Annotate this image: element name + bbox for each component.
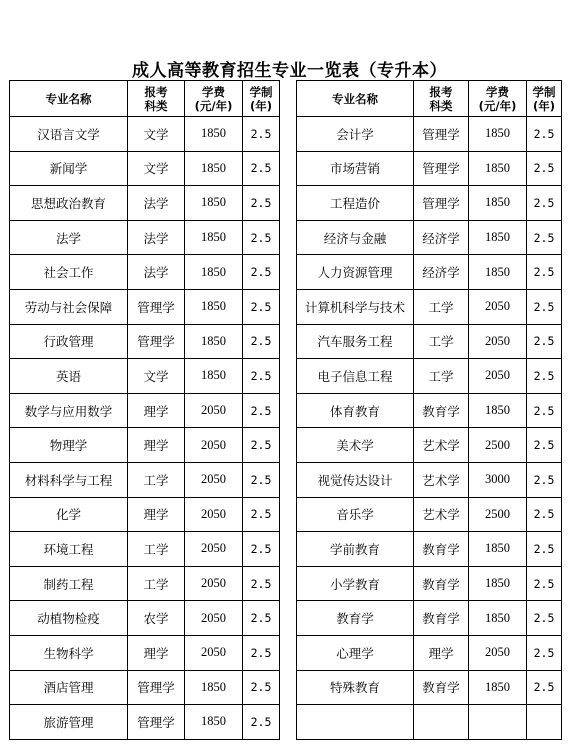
category-cell: 工学	[128, 566, 185, 601]
table-row	[297, 497, 562, 532]
table-row	[297, 670, 562, 705]
fee-cell: 2500	[469, 497, 527, 532]
years-cell: 2.5	[527, 566, 562, 601]
category-cell: 教育学	[414, 670, 469, 705]
years-cell: 2.5	[527, 151, 562, 186]
table-row	[10, 428, 280, 463]
header-major: 专业名称	[10, 81, 128, 117]
table-row	[297, 151, 562, 186]
table-row	[10, 151, 280, 186]
table-row	[297, 532, 562, 567]
table-row	[10, 705, 280, 740]
table-header-row	[10, 81, 280, 117]
category-cell: 艺术学	[414, 428, 469, 463]
fee-cell: 1850	[469, 566, 527, 601]
table-row	[10, 289, 280, 324]
category-cell: 农学	[128, 601, 185, 636]
years-cell: 2.5	[243, 462, 280, 497]
table-row	[297, 117, 562, 152]
fee-cell: 1850	[185, 186, 243, 221]
table-row	[10, 566, 280, 601]
majors-table-left	[9, 80, 280, 740]
fee-cell: 1850	[185, 151, 243, 186]
years-cell: 2.5	[243, 601, 280, 636]
major-cell: 生物科学	[10, 635, 128, 670]
category-cell: 管理学	[128, 670, 185, 705]
major-cell: 行政管理	[10, 324, 128, 359]
table-row	[10, 220, 280, 255]
category-cell: 工学	[128, 462, 185, 497]
category-cell: 教育学	[414, 393, 469, 428]
major-cell: 特殊教育	[297, 670, 414, 705]
fee-cell: 2050	[185, 532, 243, 567]
category-cell	[414, 705, 469, 740]
table-row	[297, 220, 562, 255]
years-cell: 2.5	[527, 186, 562, 221]
category-cell: 工学	[414, 359, 469, 394]
major-cell: 工程造价	[297, 186, 414, 221]
category-cell: 理学	[128, 428, 185, 463]
fee-cell	[469, 705, 527, 740]
category-cell: 经济学	[414, 220, 469, 255]
table-row	[10, 255, 280, 290]
category-cell: 管理学	[414, 151, 469, 186]
major-cell: 劳动与社会保障	[10, 289, 128, 324]
years-cell: 2.5	[527, 635, 562, 670]
table-row	[297, 705, 562, 740]
category-cell: 理学	[414, 635, 469, 670]
years-cell: 2.5	[243, 289, 280, 324]
major-cell: 化学	[10, 497, 128, 532]
fee-cell: 2050	[469, 324, 527, 359]
years-cell: 2.5	[243, 670, 280, 705]
category-cell: 法学	[128, 186, 185, 221]
fee-cell: 1850	[469, 117, 527, 152]
major-cell: 计算机科学与技术	[297, 289, 414, 324]
category-cell: 文学	[128, 151, 185, 186]
header-years: 学制 (年)	[243, 81, 280, 117]
major-cell: 汽车服务工程	[297, 324, 414, 359]
fee-cell: 1850	[469, 532, 527, 567]
major-cell: 法学	[10, 220, 128, 255]
table-row	[297, 255, 562, 290]
years-cell: 2.5	[243, 705, 280, 740]
years-cell: 2.5	[527, 532, 562, 567]
category-cell: 法学	[128, 220, 185, 255]
table-row	[10, 670, 280, 705]
fee-cell: 1850	[185, 255, 243, 290]
table-row	[10, 117, 280, 152]
table-row	[297, 324, 562, 359]
major-cell: 社会工作	[10, 255, 128, 290]
category-cell: 法学	[128, 255, 185, 290]
years-cell: 2.5	[243, 566, 280, 601]
table-row	[297, 601, 562, 636]
category-cell: 管理学	[128, 705, 185, 740]
major-cell: 旅游管理	[10, 705, 128, 740]
header-category: 报考 科类	[128, 81, 185, 117]
major-cell: 动植物检疫	[10, 601, 128, 636]
years-cell: 2.5	[243, 359, 280, 394]
years-cell: 2.5	[243, 635, 280, 670]
fee-cell: 2050	[469, 289, 527, 324]
table-row	[10, 359, 280, 394]
major-cell: 制药工程	[10, 566, 128, 601]
category-cell: 理学	[128, 393, 185, 428]
years-cell: 2.5	[527, 324, 562, 359]
category-cell: 管理学	[128, 324, 185, 359]
fee-cell: 2050	[185, 393, 243, 428]
table-row	[10, 601, 280, 636]
header-major: 专业名称	[297, 81, 414, 117]
fee-cell: 1850	[469, 670, 527, 705]
major-cell: 教育学	[297, 601, 414, 636]
page-title: 成人高等教育招生专业一览表（专升本）	[132, 61, 447, 81]
years-cell	[527, 705, 562, 740]
fee-cell: 1850	[469, 255, 527, 290]
fee-cell: 1850	[185, 670, 243, 705]
fee-cell: 1850	[469, 220, 527, 255]
table-row	[10, 186, 280, 221]
major-cell: 思想政治教育	[10, 186, 128, 221]
years-cell: 2.5	[527, 255, 562, 290]
years-cell: 2.5	[243, 151, 280, 186]
table-row	[297, 428, 562, 463]
table-row	[297, 359, 562, 394]
years-cell: 2.5	[243, 255, 280, 290]
fee-cell: 2050	[185, 497, 243, 532]
table-row	[297, 566, 562, 601]
table-row	[10, 497, 280, 532]
category-cell: 教育学	[414, 532, 469, 567]
category-cell: 理学	[128, 497, 185, 532]
major-cell: 音乐学	[297, 497, 414, 532]
years-cell: 2.5	[527, 220, 562, 255]
table-row	[10, 393, 280, 428]
fee-cell: 1850	[469, 601, 527, 636]
category-cell: 经济学	[414, 255, 469, 290]
table-row	[297, 289, 562, 324]
table-header-row	[297, 81, 562, 117]
header-years: 学制 (年)	[527, 81, 562, 117]
major-cell: 小学教育	[297, 566, 414, 601]
category-cell: 文学	[128, 359, 185, 394]
fee-cell: 2050	[185, 566, 243, 601]
fee-cell: 2050	[185, 462, 243, 497]
years-cell: 2.5	[243, 497, 280, 532]
major-cell: 环境工程	[10, 532, 128, 567]
category-cell: 管理学	[414, 186, 469, 221]
major-cell: 会计学	[297, 117, 414, 152]
major-cell: 人力资源管理	[297, 255, 414, 290]
years-cell: 2.5	[243, 186, 280, 221]
fee-cell: 1850	[469, 151, 527, 186]
fee-cell: 1850	[185, 705, 243, 740]
category-cell: 艺术学	[414, 462, 469, 497]
category-cell: 工学	[128, 532, 185, 567]
years-cell: 2.5	[243, 220, 280, 255]
table-row	[297, 635, 562, 670]
category-cell: 文学	[128, 117, 185, 152]
category-cell: 工学	[414, 289, 469, 324]
major-cell: 电子信息工程	[297, 359, 414, 394]
fee-cell: 3000	[469, 462, 527, 497]
table-row	[297, 393, 562, 428]
fee-cell: 1850	[185, 117, 243, 152]
category-cell: 管理学	[128, 289, 185, 324]
years-cell: 2.5	[527, 117, 562, 152]
major-cell: 美术学	[297, 428, 414, 463]
major-cell: 汉语言文学	[10, 117, 128, 152]
majors-table-right	[296, 80, 562, 740]
major-cell: 市场营销	[297, 151, 414, 186]
category-cell: 艺术学	[414, 497, 469, 532]
fee-cell: 1850	[469, 186, 527, 221]
major-cell: 学前教育	[297, 532, 414, 567]
years-cell: 2.5	[243, 324, 280, 359]
major-cell: 物理学	[10, 428, 128, 463]
years-cell: 2.5	[243, 428, 280, 463]
fee-cell: 2050	[185, 601, 243, 636]
years-cell: 2.5	[527, 428, 562, 463]
years-cell: 2.5	[527, 497, 562, 532]
major-cell: 新闻学	[10, 151, 128, 186]
category-cell: 管理学	[414, 117, 469, 152]
table-row	[10, 532, 280, 567]
fee-cell: 1850	[185, 359, 243, 394]
major-cell: 经济与金融	[297, 220, 414, 255]
category-cell: 工学	[414, 324, 469, 359]
years-cell: 2.5	[527, 601, 562, 636]
category-cell: 理学	[128, 635, 185, 670]
years-cell: 2.5	[243, 393, 280, 428]
table-row	[10, 462, 280, 497]
category-cell: 教育学	[414, 566, 469, 601]
years-cell: 2.5	[527, 462, 562, 497]
years-cell: 2.5	[527, 393, 562, 428]
years-cell: 2.5	[243, 117, 280, 152]
years-cell: 2.5	[527, 289, 562, 324]
header-fee: 学费 (元/年)	[469, 81, 527, 117]
years-cell: 2.5	[527, 359, 562, 394]
years-cell: 2.5	[527, 670, 562, 705]
fee-cell: 1850	[185, 220, 243, 255]
major-cell: 心理学	[297, 635, 414, 670]
major-cell: 数学与应用数学	[10, 393, 128, 428]
major-cell: 英语	[10, 359, 128, 394]
fee-cell: 1850	[469, 393, 527, 428]
table-row	[297, 186, 562, 221]
header-fee: 学费 (元/年)	[185, 81, 243, 117]
major-cell: 体育教育	[297, 393, 414, 428]
fee-cell: 2050	[469, 359, 527, 394]
fee-cell: 2050	[185, 428, 243, 463]
table-row	[10, 324, 280, 359]
fee-cell: 1850	[185, 324, 243, 359]
major-cell: 材料科学与工程	[10, 462, 128, 497]
fee-cell: 1850	[185, 289, 243, 324]
fee-cell: 2500	[469, 428, 527, 463]
table-row	[10, 635, 280, 670]
major-cell: 视觉传达设计	[297, 462, 414, 497]
major-cell	[297, 705, 414, 740]
fee-cell: 2050	[469, 635, 527, 670]
years-cell: 2.5	[243, 532, 280, 567]
major-cell: 酒店管理	[10, 670, 128, 705]
fee-cell: 2050	[185, 635, 243, 670]
category-cell: 教育学	[414, 601, 469, 636]
table-row	[297, 462, 562, 497]
header-category: 报考 科类	[414, 81, 469, 117]
